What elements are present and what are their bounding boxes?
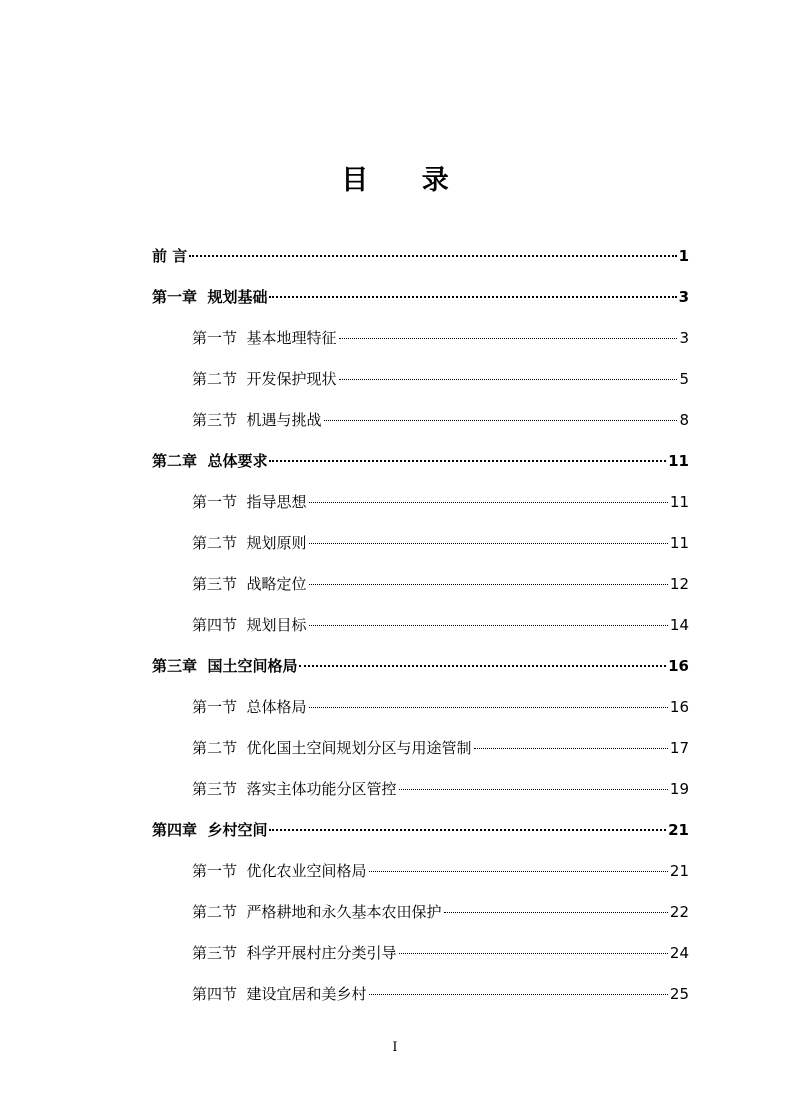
toc-entry-page-number: 17: [669, 739, 689, 757]
page-title: 目 录: [341, 165, 471, 196]
toc-entry-label: 第一节 基本地理特征: [192, 329, 337, 347]
toc-section-entry[interactable]: [152, 687, 689, 728]
toc-entry-page-number: 8: [679, 411, 689, 429]
toc-entry-page-number: 12: [669, 575, 689, 593]
dot-leader: [309, 543, 668, 544]
toc-section-entry[interactable]: [152, 359, 689, 400]
toc-entry-page-number: 21: [668, 821, 689, 839]
toc-entry-page-number: 3: [678, 288, 689, 306]
toc-entry-label: 第二节 优化国土空间规划分区与用途管制: [192, 739, 472, 757]
toc-entry-page-number: 1: [678, 247, 689, 265]
toc-entry-page-number: 25: [669, 985, 689, 1003]
toc-entry-label: 第一节 优化农业空间格局: [192, 862, 367, 880]
dot-leader: [369, 994, 668, 995]
toc-entry-label: 第二节 开发保护现状: [192, 370, 337, 388]
toc-section-entry[interactable]: [152, 728, 689, 769]
toc-section-entry[interactable]: [152, 892, 689, 933]
page-number: I: [392, 1040, 398, 1055]
toc-entry-label: 前 言: [152, 247, 188, 265]
dot-leader: [339, 379, 678, 380]
toc-entry-label: 第一节 总体格局: [192, 698, 307, 716]
toc-entry-page-number: 5: [679, 370, 689, 388]
toc-section-entry[interactable]: [152, 933, 689, 974]
toc-chapter-entry[interactable]: [152, 277, 689, 318]
dot-leader: [189, 255, 676, 257]
toc-entry-page-number: 11: [669, 493, 689, 511]
toc-entry-label: 第一节 指导思想: [192, 493, 307, 511]
dot-leader: [369, 871, 668, 872]
toc-entry-page-number: 21: [669, 862, 689, 880]
toc-entry-page-number: 24: [669, 944, 689, 962]
toc-entry-label: 第三节 落实主体功能分区管控: [192, 780, 397, 798]
dot-leader: [324, 420, 678, 421]
dot-leader: [309, 502, 668, 503]
toc-entry-label: 第四节 规划目标: [192, 616, 307, 634]
toc-chapter-entry[interactable]: [152, 441, 689, 482]
toc-section-entry[interactable]: [152, 318, 689, 359]
toc-section-entry[interactable]: [152, 564, 689, 605]
dot-leader: [269, 460, 666, 462]
toc-entry-page-number: 3: [679, 329, 689, 347]
dot-leader: [269, 296, 676, 298]
toc-entry-page-number: 16: [669, 698, 689, 716]
toc-entry-label: 第四节 建设宜居和美乡村: [192, 985, 367, 1003]
table-of-contents: [152, 236, 689, 1015]
toc-entry-page-number: 11: [669, 534, 689, 552]
toc-chapter-entry[interactable]: [152, 810, 689, 851]
toc-entry-label: 第二章 总体要求: [152, 452, 268, 470]
toc-section-entry[interactable]: [152, 851, 689, 892]
toc-section-entry[interactable]: [152, 400, 689, 441]
toc-entry-page-number: 16: [668, 657, 689, 675]
dot-leader: [269, 829, 666, 831]
toc-entry-page-number: 19: [669, 780, 689, 798]
toc-entry-label: 第一章 规划基础: [152, 288, 268, 306]
dot-leader: [309, 584, 668, 585]
toc-entry-page-number: 14: [669, 616, 689, 634]
toc-section-entry[interactable]: [152, 605, 689, 646]
toc-entry-label: 第三节 机遇与挑战: [192, 411, 322, 429]
toc-entry-label: 第三章 国土空间格局: [152, 657, 298, 675]
dot-leader: [299, 665, 666, 667]
dot-leader: [309, 707, 668, 708]
toc-entry-label: 第三节 科学开展村庄分类引导: [192, 944, 397, 962]
toc-entry-page-number: 22: [669, 903, 689, 921]
toc-entry-label: 第二节 严格耕地和永久基本农田保护: [192, 903, 442, 921]
toc-section-entry[interactable]: [152, 769, 689, 810]
toc-section-entry[interactable]: [152, 482, 689, 523]
dot-leader: [339, 338, 678, 339]
toc-chapter-entry[interactable]: [152, 646, 689, 687]
dot-leader: [399, 953, 668, 954]
toc-section-entry[interactable]: [152, 523, 689, 564]
toc-entry-page-number: 11: [668, 452, 689, 470]
toc-entry-label: 第二节 规划原则: [192, 534, 307, 552]
dot-leader: [474, 748, 668, 749]
dot-leader: [444, 912, 668, 913]
toc-chapter-entry[interactable]: [152, 236, 689, 277]
toc-entry-label: 第四章 乡村空间: [152, 821, 268, 839]
dot-leader: [399, 789, 668, 790]
toc-entry-label: 第三节 战略定位: [192, 575, 307, 593]
toc-section-entry[interactable]: [152, 974, 689, 1015]
dot-leader: [309, 625, 668, 626]
